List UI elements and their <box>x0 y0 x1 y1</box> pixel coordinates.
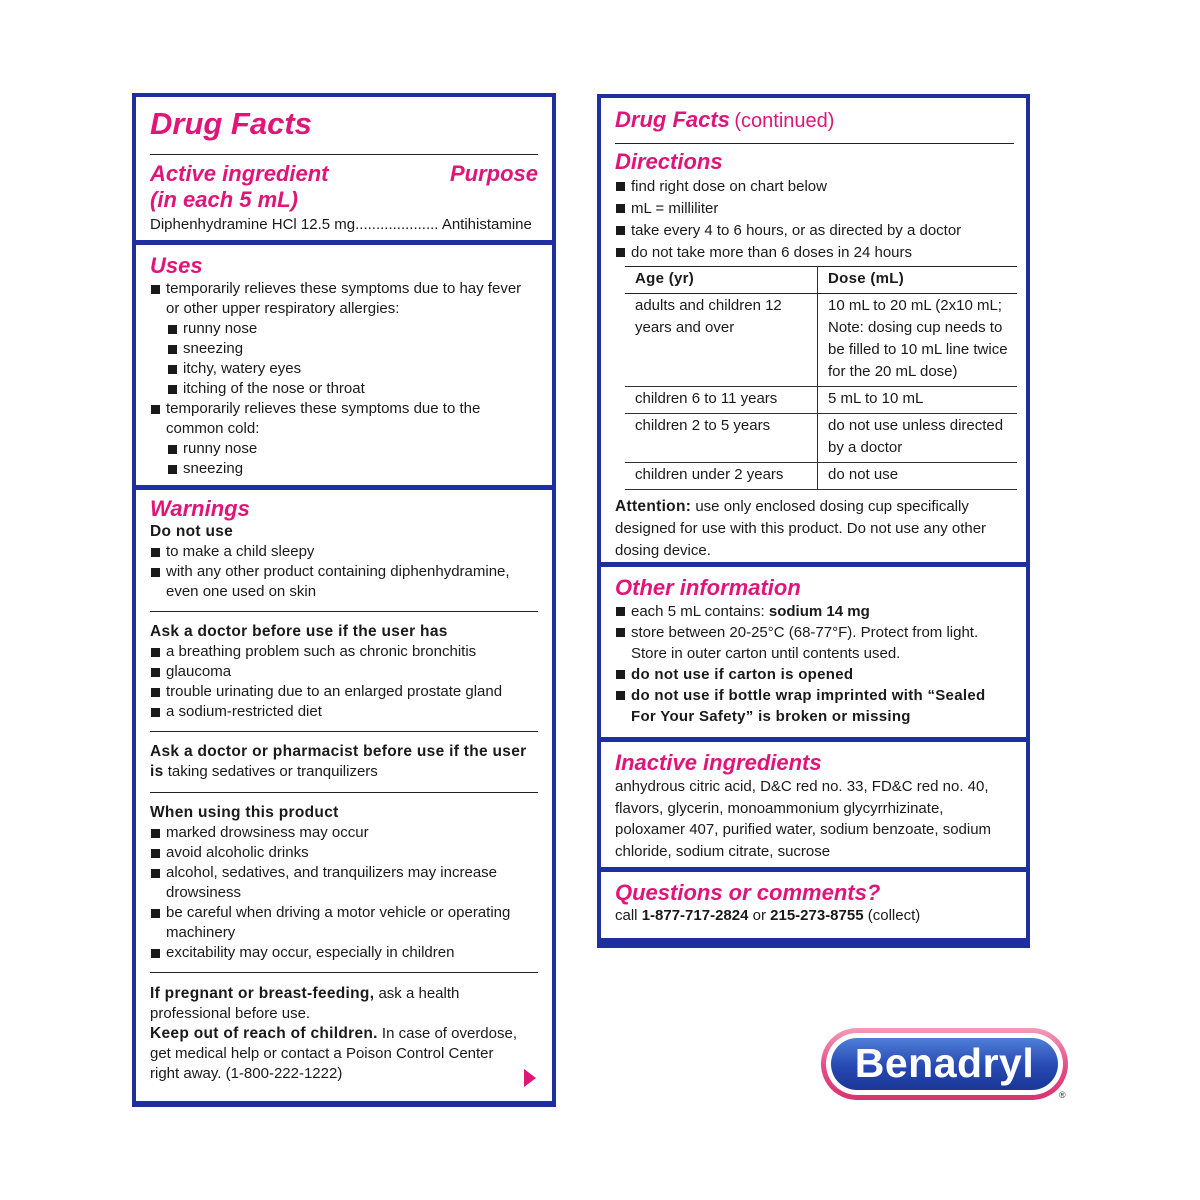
list-item: sneezing <box>167 339 538 359</box>
phone-number-1: 1-877-717-2824 <box>641 907 749 924</box>
call-label: call <box>615 907 638 924</box>
when-using-heading: When using this product <box>150 804 339 821</box>
continued-title <box>615 106 1014 137</box>
divider <box>150 792 538 793</box>
table-row <box>625 414 1017 463</box>
list-item: do not take more than 6 doses in 24 hours <box>615 242 1014 264</box>
logo-text: Benadryl <box>854 1039 1035 1086</box>
drug-facts-title: Drug Facts <box>150 106 312 141</box>
pregnant-block <box>150 984 538 1024</box>
continue-arrow-icon <box>524 1069 536 1087</box>
active-ingredient-heading <box>150 161 328 213</box>
directions-section <box>601 98 1026 562</box>
list-item: store between 20-25°C (68-77°F). Protect from light. Store in outer carton until contents used. <box>615 622 1014 664</box>
divider <box>150 972 538 973</box>
logo-white-ring <box>826 1033 1063 1095</box>
table-header-age: Age (yr) <box>625 267 818 294</box>
list-item: be careful when driving a motor vehicle or operating machinery <box>150 903 538 943</box>
sodium-value: sodium 14 mg <box>768 603 870 620</box>
dosing-table <box>625 266 1017 490</box>
list-item: to make a child sleepy <box>150 542 538 562</box>
table-cell: children under 2 years <box>625 463 818 490</box>
table-cell: do not use unless directed by a doctor <box>818 414 1018 463</box>
uses-heading: Uses <box>150 253 203 278</box>
table-cell: children 2 to 5 years <box>625 414 818 463</box>
ask-doctor-heading: Ask a doctor before use if the user has <box>150 623 448 640</box>
list-item: do not use if bottle wrap imprinted with “Sealed For Your Safety” is broken or missing <box>615 685 1014 727</box>
inactive-ingredients-section <box>601 742 1026 867</box>
warnings-heading: Warnings <box>150 496 250 521</box>
divider <box>150 731 538 732</box>
table-row <box>625 294 1017 387</box>
uses-section <box>136 245 552 485</box>
directions-list <box>615 176 1014 264</box>
list-item: runny nose <box>167 319 538 339</box>
divider <box>615 143 1014 144</box>
ask-pharmacist-block <box>150 742 538 782</box>
ask-doctor-list <box>150 642 538 722</box>
directions-heading: Directions <box>615 149 723 174</box>
collect-label: (collect) <box>867 907 921 924</box>
table-cell: do not use <box>818 463 1018 490</box>
ask-pharmacist-heading: Ask a doctor or pharmacist before use if the user is <box>150 743 527 780</box>
do-not-use-list <box>150 542 538 602</box>
pregnant-text: ask a health professional before use. <box>150 985 460 1022</box>
other-information-list <box>615 601 1014 727</box>
keep-out-text: In case of overdose, get medical help or contact a Poison Control Center right away. (1-800-222-1222) <box>150 1025 518 1082</box>
list-item <box>615 601 1014 622</box>
attention-text: use only enclosed dosing cup specifically designed for use with this product. Do not use any other dosing device. <box>615 498 987 559</box>
list-item: temporarily relieves these symptoms due to the common cold: <box>150 399 538 439</box>
list-item: alcohol, sedatives, and tranquilizers may increase drowsiness <box>150 863 538 903</box>
list-item: sneezing <box>167 459 538 479</box>
attention-label: Attention: <box>615 498 692 515</box>
purpose-heading: Purpose <box>449 161 538 186</box>
logo-outer-ring <box>821 1028 1068 1100</box>
or-label: or <box>752 907 766 924</box>
list-item: excitability may occur, especially in children <box>150 943 538 963</box>
attention-block <box>615 496 1014 562</box>
list-item: take every 4 to 6 hours, or as directed by a doctor <box>615 220 1014 242</box>
other-information-heading: Other information <box>615 575 801 600</box>
list-item: a sodium-restricted diet <box>150 702 538 722</box>
table-row <box>625 463 1017 490</box>
active-ingredient-section <box>136 97 552 240</box>
list-item: mL = milliliter <box>615 198 1014 220</box>
list-item: find right dose on chart below <box>615 176 1014 198</box>
ask-pharmacist-text: taking sedatives or tranquilizers <box>167 763 378 780</box>
phone-number-2: 215-273-8755 <box>770 907 864 924</box>
list-item: runny nose <box>167 439 538 459</box>
divider <box>150 611 538 612</box>
pregnant-heading: If pregnant or breast-feeding, <box>150 985 375 1002</box>
active-ingredient-heading-line1: Active ingredient <box>150 161 329 186</box>
list-item: with any other product containing diphenhydramine, even one used on skin <box>150 562 538 602</box>
table-cell: 5 mL to 10 mL <box>818 387 1018 414</box>
list-item: temporarily relieves these symptoms due to hay fever or other upper respiratory allergies: <box>150 279 538 319</box>
drug-facts-panel-right <box>597 94 1030 948</box>
list-item: itching of the nose or throat <box>167 379 538 399</box>
list-item: do not use if carton is opened <box>615 664 1014 685</box>
registered-mark: ® <box>1059 1090 1066 1100</box>
table-row <box>625 387 1017 414</box>
list-item: trouble urinating due to an enlarged prostate gland <box>150 682 538 702</box>
list-item: avoid alcoholic drinks <box>150 843 538 863</box>
ingredient-name: Diphenhydramine HCl 12.5 mg <box>150 216 356 233</box>
keep-out-heading: Keep out of reach of children. <box>150 1025 378 1042</box>
questions-text <box>615 906 1014 926</box>
table-cell: adults and children 12 years and over <box>625 294 818 387</box>
uses-list <box>150 279 538 479</box>
benadryl-logo <box>821 1028 1070 1100</box>
list-item: glaucoma <box>150 662 538 682</box>
list-item: marked drowsiness may occur <box>150 823 538 843</box>
warnings-section <box>136 490 552 1101</box>
ingredient-dots: .................... <box>355 216 439 233</box>
ingredient-line <box>150 215 538 235</box>
questions-heading: Questions or comments? <box>615 880 881 905</box>
list-item: a breathing problem such as chronic bronchitis <box>150 642 538 662</box>
drug-facts-title-continued: Drug Facts <box>615 107 730 132</box>
questions-section <box>601 872 1026 938</box>
table-cell: children 6 to 11 years <box>625 387 818 414</box>
drug-facts-panel-left <box>132 93 556 1107</box>
do-not-use-heading: Do not use <box>150 523 234 540</box>
list-item: itchy, watery eyes <box>167 359 538 379</box>
continued-label: (continued) <box>734 110 835 132</box>
sodium-label: each 5 mL contains: <box>631 603 765 620</box>
other-information-section <box>601 567 1026 737</box>
logo-inner-badge <box>831 1038 1058 1090</box>
active-ingredient-heading-line2: (in each 5 mL) <box>150 187 298 212</box>
table-header-dose: Dose (mL) <box>818 267 1018 294</box>
ingredient-purpose: Antihistamine <box>441 216 532 233</box>
inactive-ingredients-text: anhydrous citric acid, D&C red no. 33, FD&C red no. 40, flavors, glycerin, monoammonium glycyrrhizinate, poloxamer 407, purified water, sodium benzoate, sodium chloride, sodium citrate, sucrose <box>615 778 992 860</box>
table-cell: 10 mL to 20 mL (2x10 mL; Note: dosing cup needs to be filled to 10 mL line twice for the 20 mL dose) <box>818 294 1018 387</box>
inactive-ingredients-heading: Inactive ingredients <box>615 750 822 775</box>
keep-out-block <box>150 1024 538 1084</box>
when-using-list <box>150 823 538 963</box>
table-header-row <box>625 267 1017 294</box>
divider <box>150 154 538 155</box>
